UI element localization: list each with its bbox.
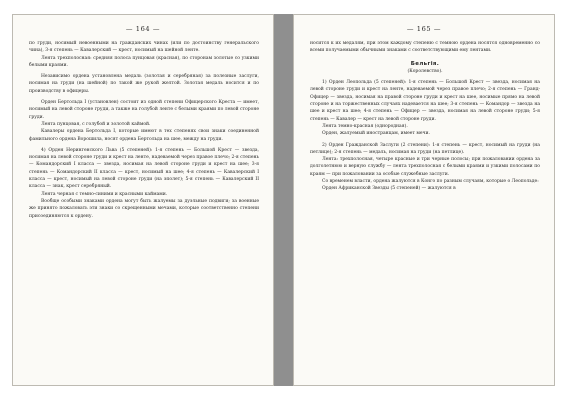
paragraph: Кавалеры ордена Бертольда I, которые имеют в тех степенях свои знаки соединенной фамильного ордена Ворошила, носят ордена Бертольда на шее, между на груди. (29, 129, 259, 142)
section-title: Бельгія. (410, 60, 440, 67)
paragraph: 1) Орден Леопольда (5 степеней): 1-я степень — Большой Крест — звезда, носимая на левой стороне груди и крест на ленте, надеваемой через правое плечо; 2-я степень — Гранд-Офицер — звезда, носимая на правой стороне груди и крест на шее, носимые прямо на левой стороне и на торжественных случаях надевается на шее; 3-я степень — Командор — звезда на шее и крест на шее; 4-я степень — Офицер — звезда, носимая на левой стороне груди; 5-я степень — Кавалер — крест на левой стороне груди. (310, 80, 540, 122)
book-gutter (274, 14, 293, 386)
paragraph: носится к их медалям, при этом каждому степеню с темною ордена носятся одновременно со всеми получаемыми обычными знаками с соответствующими ему лентами. (310, 41, 540, 54)
paragraph: по груди, носимый невоенными на гражданских чинах (или по достоинству генеральского чина), 3-я степень — Кавалерский — крест, носимый на шейной ленте. (29, 41, 259, 54)
paragraph: 4) Орден Нерингенского Льва (5 степеней): 1-я степень — Большой Крест — звезда, носимая на левой стороне груди и крест на ленте, надеваемой через правое плечо; 2-я степень — Командорский I класса — звезда, носимая на левой стороне груди и крест на шее; 3-я степень — Командорский II класса — крест, носимый на шее; 4-я степень — Кавалерский I класса — крест, носимый на левой стороне груди (на эполет); 5-я степень — Кавалерский II класса — знак, крест серебряный. (29, 147, 259, 190)
paragraph: Лента: трехполосная, четыре красные и три черные полосы; при пожаловании ордена за долголетнюю и верную службу — лента трехполосная с белыми краями и узкими полосами по краям — при пожаловании за особые служебные заслуги. (310, 157, 540, 177)
right-page (293, 14, 555, 386)
left-page (12, 14, 274, 386)
left-page-text (29, 40, 259, 220)
paragraph: Со временем власти, ордена жалуются в Конго по разным случаям, которые о Леопольде: (322, 179, 539, 185)
paragraph: Лента черная с темно-синими и красными каймами. (41, 191, 168, 197)
page-number-right: — 165 — (406, 25, 442, 33)
paragraph: Лента темно-красная (однородная). (322, 123, 408, 129)
paragraph: Лента трехполосная: средняя полоса пунцовая (красная), по сторонам золотые со узкими белыми краями. (29, 55, 259, 68)
paragraph: Вообще особыми знаками ордена могут быть жалуемы за дуэльные подвиги; за военные же принято пожаловать эти знаки со скрещенными мечами, которые соответственно степени присоединяются к ордену. (29, 198, 259, 219)
page-number-left: — 164 — (125, 25, 161, 33)
paragraph: 2) Орден Гражданской Заслуги (2 степени): 1-я степень — крест, носимый на груди (на петлице); 2-я степень — медаль, носимая на груди (на петлице). (310, 142, 540, 155)
right-page-text (310, 40, 540, 193)
paragraph: Орден, жалуемый иностранцам, имеет мечи. (322, 131, 430, 137)
section-subtitle: (Королевство). (407, 68, 443, 74)
paragraph: Орден Бертольда I (установлен) состоит из одной степени Офицерского Креста — имеет, носимый на левой стороне груди, а также на голубой ленте с белыми краями по левой стороне груди. (29, 100, 259, 120)
paragraph: Лента пунцовая, с голубой и золотой каймой. (41, 121, 151, 127)
paragraph: Орден Африканской Звезды (5 степеней) — жалуются в (322, 186, 456, 192)
paragraph: Независимо ордена установлена медаль (золотая и серебряная) за полезные заслуги, носимая на груди (на шейной) по такой же рукой желтой. Золотая медаль носится и по производству в офицеры. (29, 74, 259, 94)
